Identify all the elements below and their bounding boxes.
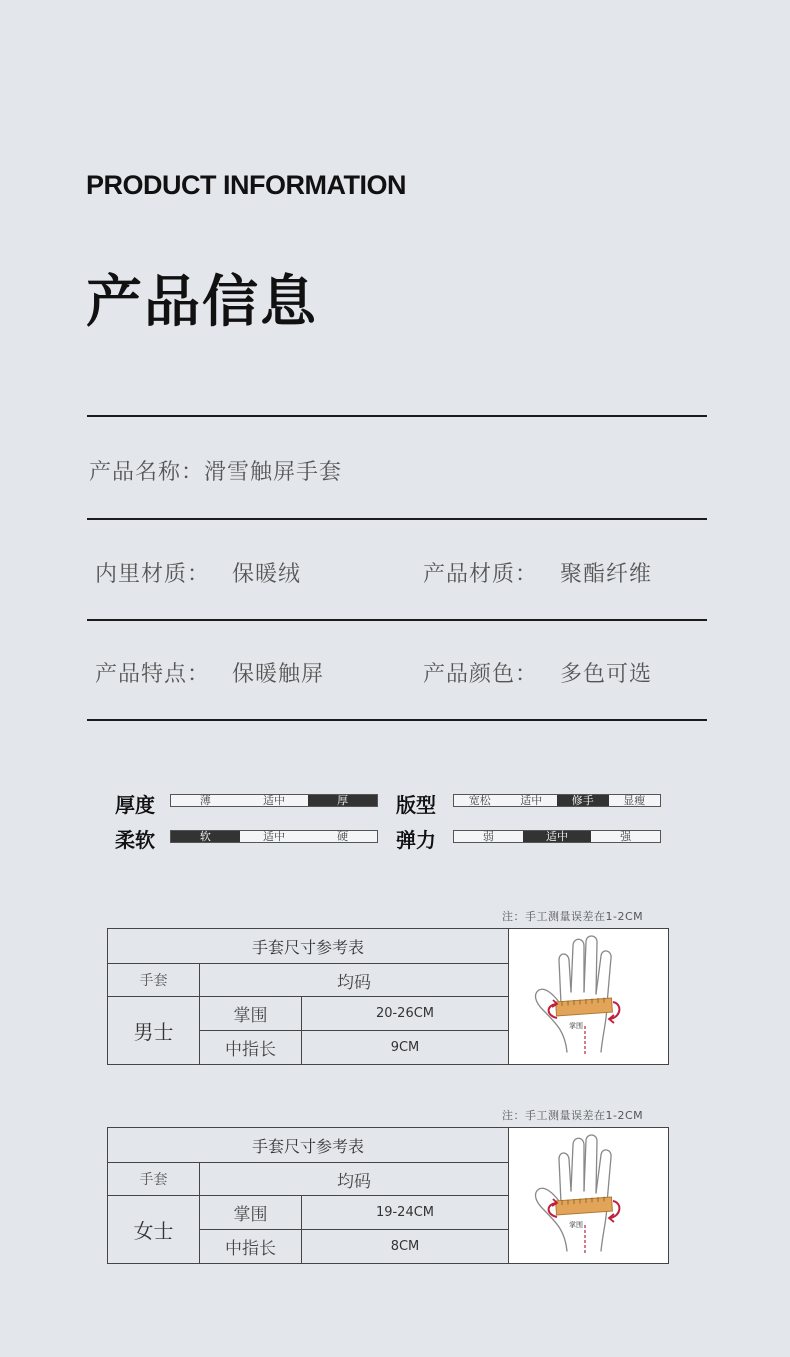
attr-fit-label: 版型 xyxy=(396,793,436,817)
info-product-name xyxy=(89,455,342,486)
attr-option: 修手 xyxy=(557,795,609,806)
row-value: 20-26CM xyxy=(302,997,509,1031)
row-value: 19-24CM xyxy=(302,1196,509,1230)
attr-option: 硬 xyxy=(337,830,349,843)
measure-note: 注：手工测量误差在1-2CM xyxy=(502,1109,644,1122)
divider xyxy=(87,719,707,721)
size-table-women xyxy=(107,1127,669,1264)
col-label: 手套 xyxy=(108,1163,200,1196)
title-english: PRODUCT INFORMATION xyxy=(86,170,406,200)
size-table-men xyxy=(107,928,669,1065)
hand-measure-icon xyxy=(509,1128,669,1264)
attr-elasticity-label: 弹力 xyxy=(396,828,436,852)
attr-option: 显瘦 xyxy=(623,794,646,807)
info-label: 产品颜色： xyxy=(423,662,539,687)
col-label: 手套 xyxy=(108,964,200,997)
attr-softness-label: 柔软 xyxy=(115,828,155,852)
size-label: 均码 xyxy=(200,964,509,997)
attr-option: 适中 xyxy=(520,794,543,807)
info-value: 多色可选 xyxy=(560,662,653,687)
attr-option: 宽松 xyxy=(468,794,491,807)
attr-softness-bar xyxy=(170,830,378,843)
attr-option: 厚 xyxy=(308,795,377,806)
palm-text: 掌围 xyxy=(568,1221,583,1229)
info-label: 产品特点： xyxy=(95,662,211,687)
info-color xyxy=(423,657,652,688)
size-table-title: 手套尺寸参考表 xyxy=(108,929,509,964)
info-label: 产品材质： xyxy=(423,562,539,587)
info-value: 聚酯纤维 xyxy=(560,562,653,587)
info-label: 产品名称： xyxy=(89,460,205,485)
gender-label: 女士 xyxy=(108,1196,200,1264)
attr-option: 薄 xyxy=(199,794,211,807)
attr-option: 弱 xyxy=(482,830,494,843)
row-label: 掌围 xyxy=(200,997,302,1031)
row-value: 8CM xyxy=(302,1230,509,1264)
hand-measure-icon xyxy=(529,932,649,1057)
attr-option: 适中 xyxy=(263,830,285,843)
title-chinese: 产品信息 xyxy=(86,270,318,335)
info-label: 内里材质： xyxy=(95,562,211,587)
info-value: 保暖绒 xyxy=(232,562,302,587)
divider xyxy=(87,518,707,520)
row-value: 9CM xyxy=(302,1031,509,1065)
attr-option: 适中 xyxy=(523,831,592,842)
measure-note: 注：手工测量误差在1-2CM xyxy=(502,910,644,923)
info-value: 保暖触屏 xyxy=(232,662,325,687)
attr-elasticity-bar xyxy=(453,830,661,843)
row-label: 掌围 xyxy=(200,1196,302,1230)
info-feature xyxy=(95,657,324,688)
gender-label: 男士 xyxy=(108,997,200,1065)
attr-option: 强 xyxy=(620,830,632,843)
hand-measure-icon xyxy=(529,1131,649,1256)
info-material xyxy=(423,557,652,588)
attr-option: 软 xyxy=(171,831,240,842)
size-label: 均码 xyxy=(200,1163,509,1196)
palm-text: 掌围 xyxy=(568,1022,583,1030)
attr-fit-bar xyxy=(453,794,661,807)
size-table-title: 手套尺寸参考表 xyxy=(108,1128,509,1163)
divider xyxy=(87,619,707,621)
attr-thickness-bar xyxy=(170,794,378,807)
row-label: 中指长 xyxy=(200,1031,302,1065)
divider xyxy=(87,415,707,417)
info-lining xyxy=(95,557,301,588)
hand-measure-icon xyxy=(509,929,669,1065)
attr-thickness-label: 厚度 xyxy=(115,793,155,817)
attr-option: 适中 xyxy=(263,794,285,807)
info-value: 滑雪触屏手套 xyxy=(204,460,343,485)
row-label: 中指长 xyxy=(200,1230,302,1264)
